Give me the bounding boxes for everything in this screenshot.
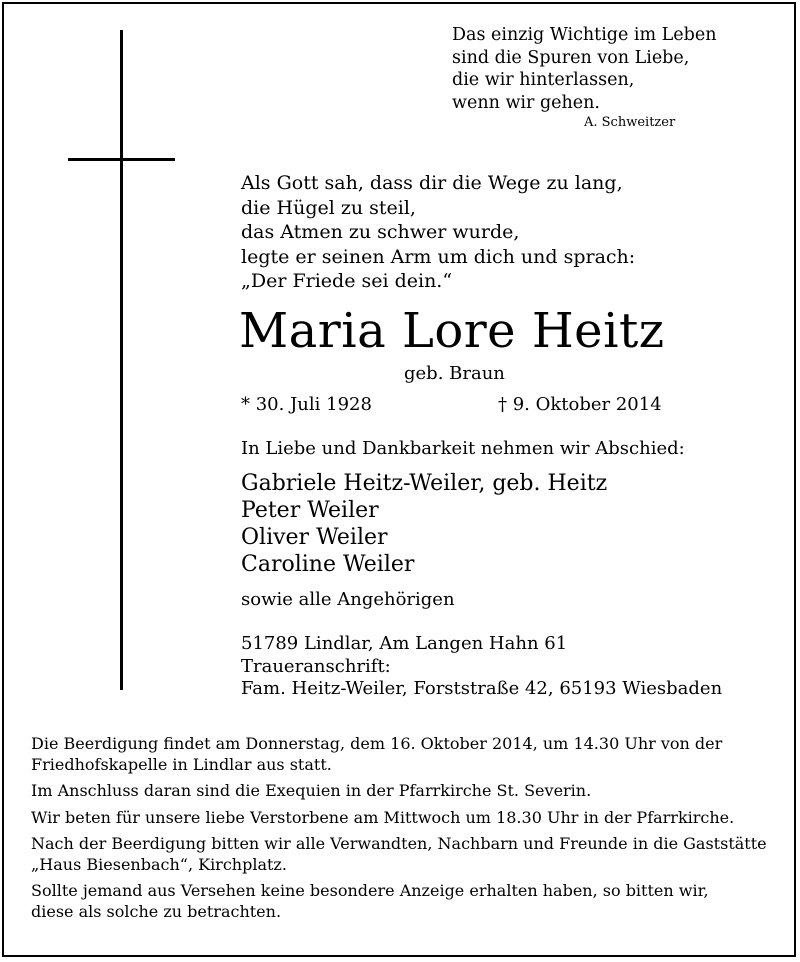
note-paragraph (31, 834, 771, 875)
address-line: Traueranschrift: (241, 655, 391, 677)
note-paragraph (31, 808, 771, 829)
note-paragraph (31, 881, 771, 922)
address-line: Fam. Heitz-Weiler, Forststraße 42, 65193 Wiesbaden (241, 678, 723, 699)
mourning-address (241, 633, 722, 701)
poem-line: „Der Friede sei dein.“ (241, 270, 453, 292)
note-paragraph (31, 781, 771, 802)
epigraph-quote (452, 24, 716, 114)
poem-line: das Atmen zu schwer wurde, (241, 221, 520, 243)
address-line: 51789 Lindlar, Am Langen Hahn 61 (241, 633, 568, 654)
poem-line: die Hügel zu steil, (241, 196, 416, 219)
quote-line: Das einzig Wichtige im Leben (452, 25, 717, 45)
birth-date: * 30. Juli 1928 (241, 394, 372, 415)
note-line: diese als solche zu betrachten. (31, 901, 282, 921)
farewell-intro: In Liebe und Dankbarkeit nehmen wir Abschied: (241, 438, 685, 459)
cross-horizontal-bar (68, 158, 175, 161)
poem-line: legte er seinen Arm um dich und sprach: (241, 245, 636, 268)
quote-line: wenn wir gehen. (452, 92, 600, 113)
poem-line: Als Gott sah, dass dir die Wege zu lang, (241, 172, 623, 194)
death-date: † 9. Oktober 2014 (498, 394, 662, 415)
quote-author: A. Schweitzer (584, 115, 676, 130)
mourner-name: Oliver Weiler (241, 525, 388, 550)
other-relatives: sowie alle Angehörigen (241, 589, 455, 610)
note-line: Nach der Beerdigung bitten wir alle Verwandten, Nachbarn und Freunde in die Gaststätte (31, 834, 767, 853)
mourner-name: Gabriele Heitz-Weiler, geb. Heitz (241, 471, 608, 496)
birth-name: geb. Braun (404, 363, 505, 384)
note-line: Sollte jemand aus Versehen keine besondere Anzeige erhalten haben, so bitten wir, (31, 881, 709, 900)
mourner-name: Caroline Weiler (241, 552, 415, 577)
note-line: „Haus Biesenbach“, Kirchplatz. (31, 854, 287, 874)
poem (241, 171, 635, 294)
quote-line: die wir hinterlassen, (452, 70, 635, 90)
mourner-name: Peter Weiler (241, 498, 379, 523)
deceased-name: Maria Lore Heitz (239, 303, 665, 359)
note-line: Im Anschluss daran sind die Exequien in der Pfarrkirche St. Severin. (31, 781, 592, 800)
note-line: Wir beten für unsere liebe Verstorbene am Mittwoch um 18.30 Uhr in der Pfarrkirche. (31, 807, 735, 827)
mourner-list (241, 470, 607, 578)
note-line: Friedhofskapelle in Lindlar aus statt. (31, 754, 332, 774)
quote-line: sind die Spuren von Liebe, (452, 47, 690, 68)
funeral-notes (31, 734, 771, 928)
cross-vertical-bar (120, 30, 123, 690)
note-paragraph (31, 734, 771, 775)
note-line: Die Beerdigung findet am Donnerstag, dem 16. Oktober 2014, um 14.30 Uhr von der (31, 734, 723, 753)
